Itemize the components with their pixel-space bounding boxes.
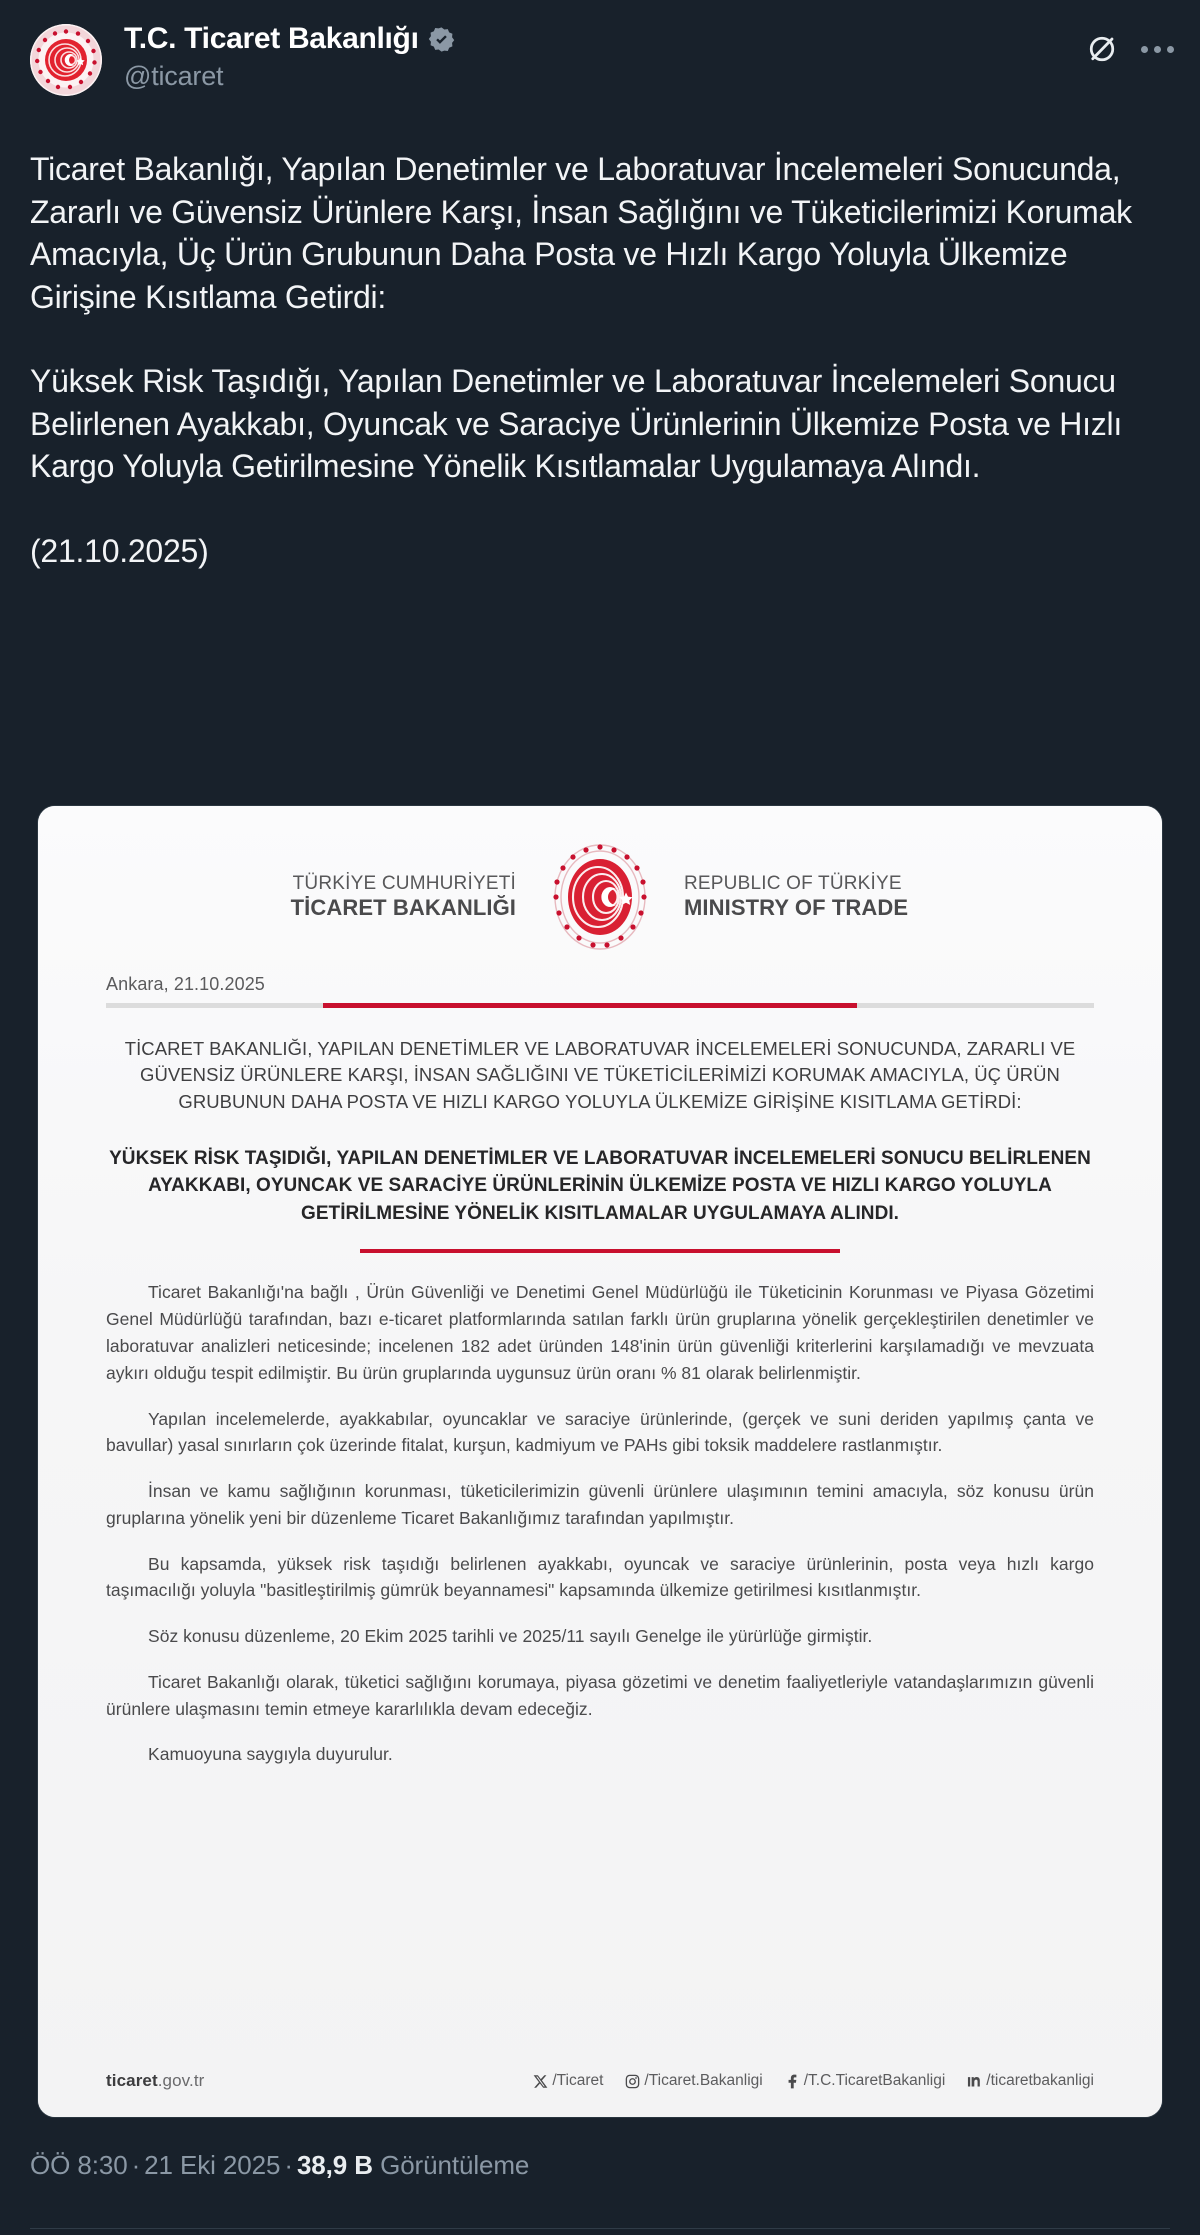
social-facebook (785, 2072, 946, 2090)
social-linkedin-label: /ticaretbakanligi (986, 2072, 1094, 2089)
document-paragraph: Ticaret Bakanlığı olarak, tüketici sağlığını korumaya, piyasa gözetimi ve denetim faaliyetleriyle vatandaşlarımızın güvenli ürünlere ulaşmasını temin etmeye kararlılıkla devam edeceğiz. (106, 1671, 1094, 1719)
document-social-links (533, 2072, 1094, 2090)
author-block (124, 22, 455, 94)
press-release-document (38, 806, 1162, 2117)
facebook-icon (785, 2074, 800, 2089)
tweet-header (30, 22, 1174, 108)
document-website (106, 2071, 204, 2091)
social-facebook-label: /T.C.TicaretBakanligi (803, 2072, 946, 2089)
tweet-date: 21 Eki 2025 (144, 2150, 281, 2180)
linkedin-icon (967, 2074, 982, 2089)
document-header-rule (106, 1003, 1094, 1008)
stats-separator: · (284, 2150, 293, 2180)
paragraph-spacer (30, 488, 1170, 530)
tweet-paragraph-2: Yüksek Risk Taşıdığı, Yapılan Denetimler ve Laboratuvar İncelemeleri Sonucu Belirlenen Ayakkabı, Oyuncak ve Saraciye Ürünlerinin Ülkemize Posta ve Hızlı Kargo Yoluyla Getirilmesine Yönelik Kısıtlamalar Uygulamaya Alındı. (30, 363, 1123, 485)
document-paragraph: İnsan ve kamu sağlığının korunması, tüketicilerimizin güvenli ürünlere ulaşımının temini amacıyla, söz konusu ürün gruplarına yönelik yeni bir düzenleme Ticaret Bakanlığımız tarafından yapılmıştır. (106, 1481, 1094, 1528)
document-paragraph: Ticaret Bakanlığı'na bağlı , Ürün Güvenliği ve Denetimi Genel Müdürlüğü ile Tüketicinin Korunması ve Piyasa Gözetimi Genel Müdürlüğü tarafından, bazı e-ticaret platformlarında satılan farklı ürün gruplarına yönelik gerçekleştirilen denetimler ve laboratuvar analizleri neticesinde; incelenen 182 adet üründen 148'inin ürün güvenliği kriterlerini karşılamadığı ve mevzuata aykırı olduğu tespit edilmiştir. Bu ürün gruplarında uygunsuz ürün oranı % 81 olarak belirlenmiştir. (106, 1282, 1094, 1383)
verified-badge-icon (428, 26, 455, 53)
letterhead-turkish-top: TÜRKİYE CUMHURİYETİ (292, 873, 516, 894)
document-paragraph: Söz konusu düzenleme, 20 Ekim 2025 tarihli ve 2025/11 sayılı Genelge ile yürürlüğe girmiştir. (148, 1626, 873, 1647)
account-handle[interactable]: @ticaret (124, 60, 224, 91)
header-actions (1087, 22, 1174, 64)
more-dot (1141, 46, 1148, 53)
document-paragraph: Bu kapsamda, yüksek risk taşıdığı belirlenen ayakkabı, oyuncak ve saraciye ürünlerinin, posta veya hızlı kargo taşımacılığı yoluyla "basitleştirilmiş gümrük beyannamesi" kapsamında ülkemize getirilmesi kısıtlanmıştır. (106, 1553, 1094, 1601)
document-website-bold: ticaret (106, 2071, 158, 2090)
more-dot (1167, 46, 1174, 53)
tweet-paragraph-1: Ticaret Bakanlığı, Yapılan Denetimler ve Laboratuvar İncelemeleri Sonucunda, Zararlı ve Güvensiz Ürünlere Karşı, İnsan Sağlığını ve Tüketicilerimizi Korumak Amacıyla, Üç Ürün Grubunun Daha Posta ve Hızlı Kargo Yoluyla Ülkemize Girişine Kısıtlama Getirdi: (30, 151, 1132, 315)
more-options-button[interactable] (1141, 34, 1174, 64)
paragraph-spacer (30, 318, 1170, 360)
letterhead-english (656, 872, 986, 922)
instagram-icon (625, 2074, 640, 2089)
document-emblem (544, 841, 656, 953)
document-website-rest: .gov.tr (157, 2071, 205, 2090)
more-dot (1154, 46, 1161, 53)
document-body (106, 1279, 1094, 1768)
letterhead-turkish-bottom: TİCARET BAKANLIĞI (290, 895, 516, 921)
stats-separator: · (131, 2150, 141, 2180)
letterhead-english-bottom: MINISTRY OF TRADE (684, 895, 909, 921)
avatar[interactable] (30, 24, 102, 96)
views-label: Görüntüleme (380, 2150, 530, 2180)
tweet-media-image[interactable] (37, 805, 1163, 2118)
document-heading: TİCARET BAKANLIĞI, YAPILAN DENETİMLER VE LABORATUVAR İNCELEMELERİ SONUCUNDA, ZARARLI VE GÜVENSİZ ÜRÜNLERE KARŞI, İNSAN SAĞLIĞINI VE TÜKETİCİLERİMİZİ KORUMAK AMACIYLA, ÜÇ ÜRÜN GRUBUNUN DAHA POSTA VE HIZLI KARGO YOLUYLA ÜLKEMİZE GİRİŞİNE KISITLAMA GETİRDİ: (124, 1038, 1076, 1112)
turkish-ministry-of-trade-emblem-icon (30, 24, 102, 96)
document-heading-bold: YÜKSEK RİSK TAŞIDIĞI, YAPILAN DENETİMLER VE LABORATUVAR İNCELEMELERİ SONUCU BELİRLENEN AYAKKABI, OYUNCAK VE SARACİYE ÜRÜNLERİNİN ÜLKEMİZE POSTA VE HIZLI KARGO YOLUYLA GETİRİLMESİNE YÖNELİK KISITLAMALAR UYGULAMAYA ALINDI. (109, 1147, 1091, 1224)
views-count: 38,9 B (296, 2150, 373, 2180)
display-name[interactable]: T.C. Ticaret Bakanlığı (124, 22, 419, 55)
document-paragraph: Yapılan incelemelerde, ayakkabılar, oyuncaklar ve saraciye ürünlerinde, (gerçek ve suni deriden yapılmış çanta ve bavullar) yasal sınırların çok üzerinde fitalat, kurşun, kadmiyum ve PAHs gibi toksik maddelere rastlanmıştır. (106, 1408, 1094, 1456)
document-footer (106, 2071, 1094, 2091)
tweet-paragraph-3-date: (21.10.2025) (30, 532, 209, 569)
social-linkedin (967, 2072, 1094, 2090)
document-date-line: Ankara, 21.10.2025 (106, 974, 265, 994)
social-x (533, 2072, 603, 2090)
bottom-divider (30, 2228, 1170, 2229)
document-paragraph: Kamuoyuna saygıyla duyurulur. (148, 1744, 393, 1765)
tweet-time: ÖÖ 8:30 (30, 2150, 128, 2180)
social-instagram (625, 2072, 762, 2090)
tweet-stats-row (30, 2150, 529, 2181)
letterhead-english-top: REPUBLIC OF TÜRKİYE (684, 873, 902, 894)
document-red-underline (360, 1249, 840, 1253)
social-x-label: /Ticaret (552, 2072, 604, 2089)
social-instagram-label: /Ticaret.Bakanligi (644, 2072, 763, 2089)
document-letterhead (106, 806, 1094, 956)
letterhead-turkish (214, 872, 544, 922)
grok-slash-circle-icon[interactable] (1087, 34, 1117, 64)
x-twitter-icon (533, 2074, 548, 2089)
turkish-ministry-of-trade-emblem-icon (544, 841, 656, 953)
tweet-body-text (30, 148, 1170, 572)
author-line (124, 22, 455, 56)
